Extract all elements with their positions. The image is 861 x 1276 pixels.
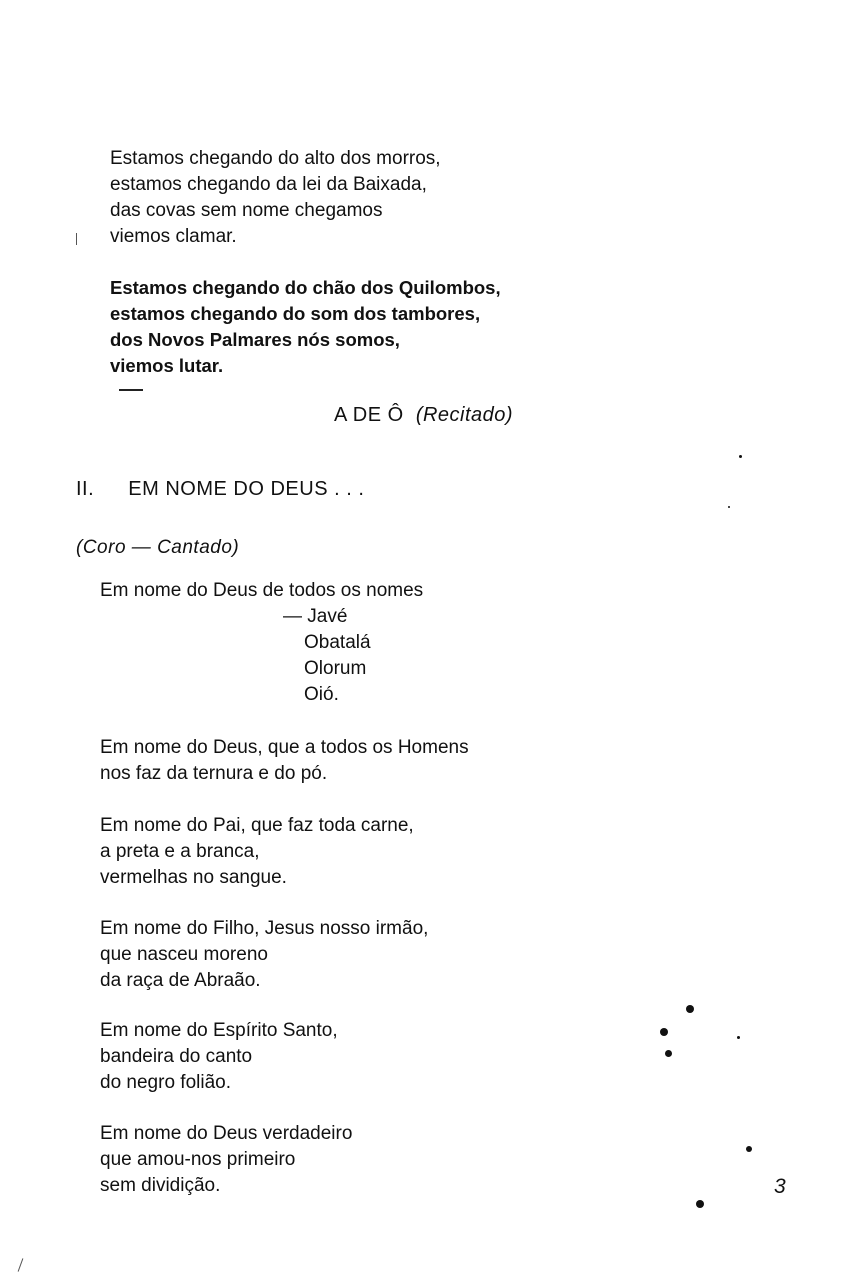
verse-2 (100, 735, 469, 787)
verse-6-line: Em nome do Deus verdadeiro (100, 1123, 353, 1144)
god-name: Oió. (304, 684, 339, 705)
scan-speck (737, 1036, 740, 1039)
stanza-2-line: viemos lutar. (110, 355, 224, 376)
verse-5-line: bandeira do canto (100, 1046, 253, 1067)
ade-heading (334, 404, 513, 427)
scan-speck (665, 1050, 672, 1057)
scan-speck (696, 1200, 704, 1208)
ade-note: (Recitado) (415, 404, 514, 426)
dash-mark (119, 389, 143, 391)
god-name: Olorum (304, 658, 367, 679)
stanza-2-line: dos Novos Palmares nós somos, (110, 329, 400, 350)
scan-speck (686, 1005, 694, 1013)
stanza-1 (110, 146, 441, 250)
verse-2-line: Em nome do Deus, que a todos os Homens (100, 737, 469, 758)
section-number: II. (76, 478, 95, 500)
verse-4 (100, 916, 428, 994)
ade-title: A DE Ô (334, 404, 404, 426)
stanza-1-line: das covas sem nome chegamos (110, 200, 383, 221)
scan-speck (660, 1028, 668, 1036)
verse-3-line: vermelhas no sangue. (100, 867, 287, 888)
verse-1 (100, 578, 423, 604)
verse-1-names-list (304, 630, 371, 708)
stanza-1-line: Estamos chegando do alto dos morros, (110, 148, 441, 169)
stanza-2-line: estamos chegando do som dos tambores, (110, 303, 481, 324)
verse-3-line: a preta e a branca, (100, 841, 260, 862)
verse-4-line: Em nome do Filho, Jesus nosso irmão, (100, 918, 429, 939)
god-name: Obatalá (304, 632, 371, 653)
stanza-2-line: Estamos chegando do chão dos Quilombos, (110, 277, 501, 298)
verse-3-line: Em nome do Pai, que faz toda carne, (100, 815, 414, 836)
stanza-1-line: viemos clamar. (110, 226, 237, 247)
verse-3 (100, 813, 414, 891)
page-number: 3 (774, 1175, 787, 1198)
verse-1-names (283, 604, 347, 630)
scan-scratch (76, 233, 77, 245)
verse-5-line: Em nome do Espírito Santo, (100, 1020, 338, 1041)
verse-5 (100, 1018, 338, 1096)
verse-1-line: Em nome do Deus de todos os nomes (100, 580, 424, 601)
stanza-1-line: estamos chegando da lei da Baixada, (110, 174, 427, 195)
verse-2-line: nos faz da ternura e do pó. (100, 763, 328, 784)
scan-speck (728, 506, 730, 508)
verse-6 (100, 1121, 352, 1199)
scan-speck (739, 455, 742, 458)
verse-5-line: do negro folião. (100, 1072, 231, 1093)
section-heading (76, 478, 364, 501)
scan-speck (746, 1146, 752, 1152)
stanza-2 (110, 275, 501, 379)
scan-scratch (18, 1258, 24, 1271)
verse-6-line: que amou-nos primeiro (100, 1149, 296, 1170)
coro-note: (Coro — Cantado) (76, 537, 240, 558)
section-title: EM NOME DO DEUS . . . (128, 478, 365, 500)
verse-4-line: da raça de Abraão. (100, 970, 261, 991)
god-name: — Javé (283, 606, 348, 627)
verse-6-line: sem dividição. (100, 1175, 221, 1196)
verse-4-line: que nasceu moreno (100, 944, 268, 965)
